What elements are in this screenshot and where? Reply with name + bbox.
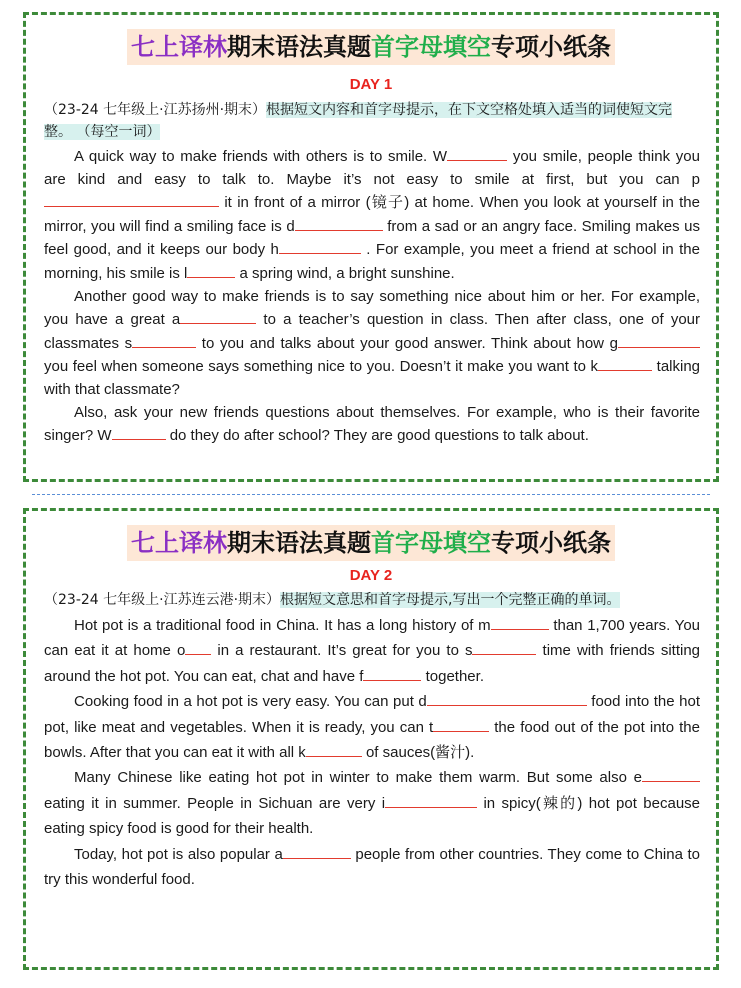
- answer-blank[interactable]: [44, 191, 219, 207]
- answer-blank[interactable]: [447, 145, 507, 161]
- instruction: [44, 589, 700, 611]
- passage-text: Also, ask your new friends questions about themselves. For example, who is their favorite singer? W: [44, 403, 700, 445]
- worksheet-card-day1: [23, 12, 719, 482]
- passage-text: than 1,700 years. You can eat it at home o: [44, 617, 700, 660]
- passage-text: A quick way to make friends with others is to smile. W: [74, 148, 448, 165]
- passage-paragraph: [44, 613, 700, 689]
- passage-text: Cooking food in a hot pot is very easy. You can put d: [74, 693, 427, 711]
- passage-text: Hot pot is a traditional food in China. It has a long history of m: [74, 617, 491, 634]
- title-part-topic: 首字母填空: [371, 33, 491, 61]
- passage-text: you feel when someone says something nice to you. Doesn’t it make you want to k: [44, 358, 599, 376]
- instruction-text: 根据短文内容和首字母提示，在下文空格处填入适当的词使短文完整。 （每空一词）: [44, 102, 673, 140]
- answer-blank[interactable]: [433, 716, 489, 732]
- passage-text: in a restaurant. It’s great for you to s: [211, 642, 473, 660]
- worksheet-title: [26, 29, 716, 65]
- answer-blank[interactable]: [642, 766, 700, 782]
- passage-text: Many Chinese like eating hot pot in winter to make them warm. But some also e: [74, 769, 642, 787]
- title-part-grade: 七上译林: [131, 529, 227, 557]
- answer-blank[interactable]: [472, 639, 536, 655]
- worksheet-card-day2: [23, 508, 719, 970]
- passage: [44, 613, 700, 892]
- title-part-grade: 七上译林: [131, 33, 227, 61]
- title-part-suffix: 专项小纸条: [491, 529, 611, 557]
- source-text: （23-24 七年级上·江苏连云港·期末）: [44, 592, 281, 608]
- passage-paragraph: [44, 842, 700, 893]
- answer-blank[interactable]: [279, 238, 361, 254]
- title-banner: [127, 525, 615, 561]
- passage-paragraph: [44, 145, 700, 286]
- title-part-type: 期末语法真题: [227, 33, 371, 61]
- passage: [44, 145, 700, 448]
- title-part-type: 期末语法真题: [227, 529, 371, 557]
- answer-blank[interactable]: [618, 332, 700, 348]
- passage-text: together.: [421, 667, 484, 685]
- answer-blank[interactable]: [295, 215, 383, 231]
- answer-blank[interactable]: [363, 665, 421, 681]
- passage-text: to a teacher’s question in class. Then after class, one of your classmates s: [44, 311, 700, 352]
- passage-text: of sauces(酱汁).: [361, 744, 475, 762]
- title-banner: [127, 29, 615, 65]
- answer-blank[interactable]: [598, 355, 652, 371]
- answer-blank[interactable]: [132, 332, 196, 348]
- title-part-suffix: 专项小纸条: [491, 33, 611, 61]
- passage-text: from a sad or an angry face. Smiling makes us feel good, and it keeps our body h: [44, 217, 700, 259]
- instruction: [44, 99, 700, 143]
- passage-text: food into the hot pot, like meat and vegetables. When it is ready, you can t: [44, 693, 700, 736]
- answer-blank[interactable]: [306, 741, 362, 757]
- passage-paragraph: [44, 402, 700, 448]
- passage-text: . For example, you meet a friend at school in the morning, his smile is l: [44, 241, 700, 282]
- passage-text: it in front of a mirror (镜子) at home. When you look at yourself in the mirror, you will find a smiling face is d: [44, 194, 700, 235]
- passage-paragraph: [44, 765, 700, 841]
- answer-blank[interactable]: [491, 614, 549, 630]
- answer-blank[interactable]: [283, 843, 351, 859]
- passage-text: Another good way to make friends is to say something nice about him or her. For example, you have a great a: [44, 287, 700, 329]
- section-divider: [32, 494, 710, 495]
- answer-blank[interactable]: [185, 639, 211, 655]
- day-label: DAY 1: [349, 76, 393, 93]
- passage-paragraph: [44, 689, 700, 765]
- source-text: （23-24 七年级上·江苏扬州·期末）: [44, 102, 267, 118]
- answer-blank[interactable]: [427, 690, 587, 706]
- passage-text: to you and talks about your good answer. Think about how g: [196, 334, 618, 352]
- passage-text: time with friends sitting around the hot pot. You can eat, chat and have f: [44, 642, 701, 685]
- passage-text: do they do after school? They are good questions to talk about.: [165, 427, 589, 445]
- passage-text: Today, hot pot is also popular a: [74, 845, 283, 863]
- passage-text: you smile, people think you are kind and easy to talk to. Maybe it’s not easy to smile at first, but you can p: [44, 148, 700, 188]
- passage-text: eating it in summer. People in Sichuan are very i: [44, 794, 386, 812]
- day-label: DAY 2: [349, 567, 393, 584]
- passage-text: a spring wind, a bright sunshine.: [235, 264, 455, 282]
- passage-text: talking with that classmate?: [44, 358, 701, 398]
- passage-text: in spicy(辣的) hot pot because eating spicy food is good for their health.: [44, 794, 701, 838]
- worksheet-title: [26, 525, 716, 561]
- answer-blank[interactable]: [187, 262, 235, 278]
- title-part-topic: 首字母填空: [371, 529, 491, 557]
- passage-text: people from other countries. They come to China to try this wonderful food.: [44, 845, 700, 889]
- passage-text: the food out of the pot into the bowls. After that you can eat it with all k: [44, 718, 700, 762]
- answer-blank[interactable]: [385, 792, 477, 808]
- instruction-text: 根据短文意思和首字母提示,写出一个完整正确的单词。: [280, 592, 621, 608]
- answer-blank[interactable]: [180, 308, 256, 324]
- passage-paragraph: [44, 286, 700, 402]
- answer-blank[interactable]: [112, 424, 166, 440]
